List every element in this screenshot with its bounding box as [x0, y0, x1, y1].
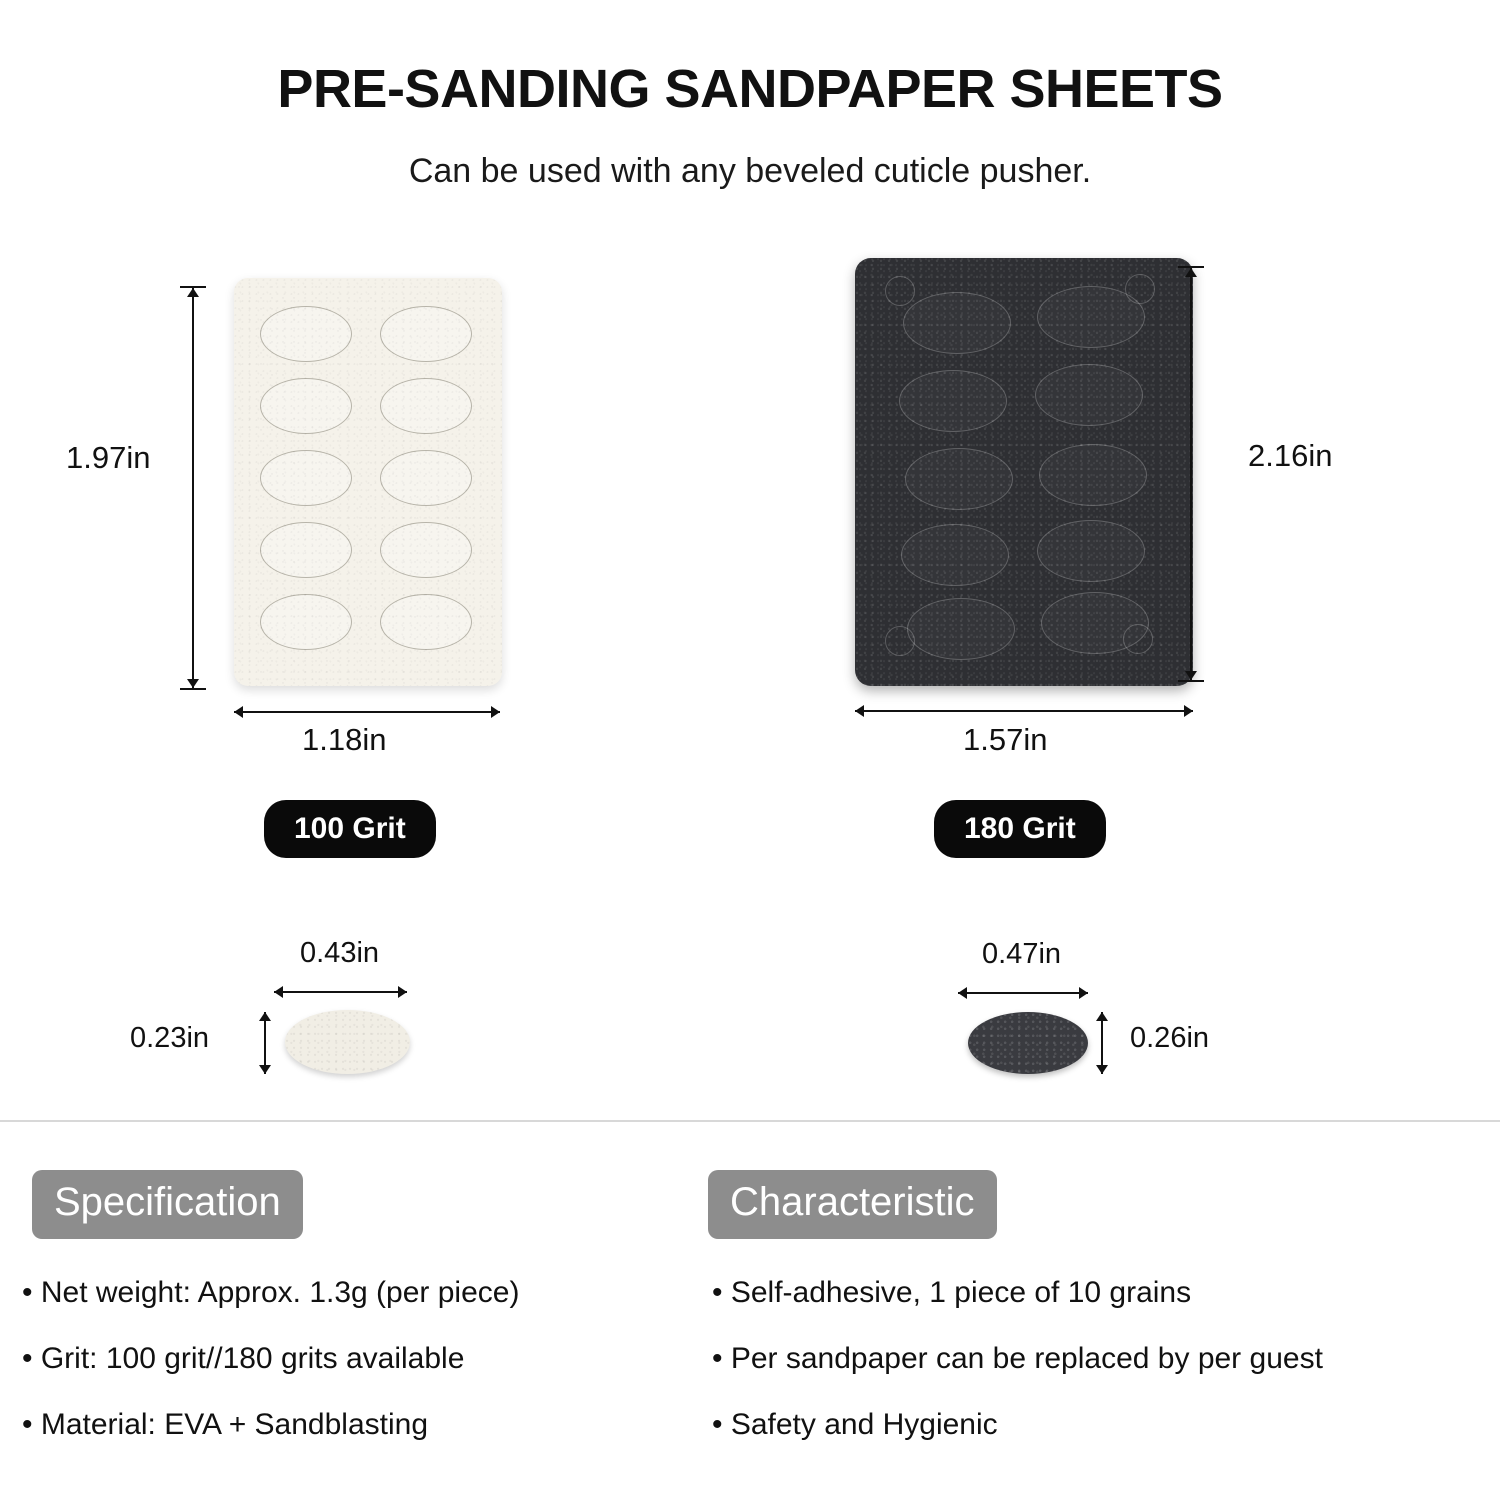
black-width-label: 1.57in — [963, 722, 1048, 757]
specification-heading: Specification — [32, 1170, 303, 1239]
black-grain-height-label: 0.26in — [1130, 1022, 1210, 1054]
list-item: • Safety and Hygienic — [712, 1408, 998, 1441]
list-item: • Self-adhesive, 1 piece of 10 grains — [712, 1276, 1192, 1309]
black-grain-closeup-image — [968, 1012, 1088, 1074]
white-grain-height-label: 0.23in — [130, 1022, 210, 1054]
list-item: • Grit: 100 grit//180 grits available — [22, 1342, 465, 1375]
list-item: • Net weight: Approx. 1.3g (per piece) — [22, 1276, 520, 1309]
page-subtitle: Can be used with any beveled cuticle pusher. — [408, 152, 1092, 190]
list-item: • Material: EVA + Sandblasting — [22, 1408, 429, 1441]
corner-circle-icon — [1125, 274, 1155, 304]
white-grain-width-label: 0.43in — [300, 937, 380, 969]
dim-cap — [1178, 680, 1204, 682]
section-divider — [0, 1120, 1500, 1122]
white-width-label: 1.18in — [302, 722, 387, 757]
specification-list — [22, 1278, 519, 1476]
characteristic-list — [712, 1278, 1323, 1476]
dim-cap — [180, 688, 206, 690]
corner-circle-icon — [1123, 624, 1153, 654]
black-sandpaper-sheet-image — [855, 258, 1193, 686]
corner-circle-icon — [885, 276, 915, 306]
black-width-dimension-line — [855, 710, 1193, 712]
black-grain-width-label: 0.47in — [982, 938, 1062, 970]
page-title: PRE-SANDING SANDPAPER SHEETS — [277, 59, 1223, 119]
black-height-dimension-line — [1190, 268, 1192, 680]
white-height-label: 1.97in — [66, 440, 151, 475]
list-item: • Per sandpaper can be replaced by per guest — [712, 1342, 1323, 1375]
white-sandpaper-sheet-image — [234, 278, 502, 686]
white-height-dimension-line — [192, 288, 194, 688]
white-grain-height-line — [264, 1012, 266, 1074]
white-width-dimension-line — [234, 711, 500, 713]
grit-badge-180: 180 Grit — [934, 800, 1106, 858]
black-grain-width-line — [958, 992, 1088, 994]
grit-badge-100: 100 Grit — [264, 800, 436, 858]
black-height-label: 2.16in — [1248, 438, 1333, 473]
white-grain-closeup-image — [285, 1010, 410, 1074]
corner-circle-icon — [885, 626, 915, 656]
black-grain-height-line — [1101, 1012, 1103, 1074]
white-grain-width-line — [274, 991, 407, 993]
characteristic-heading: Characteristic — [708, 1170, 997, 1239]
